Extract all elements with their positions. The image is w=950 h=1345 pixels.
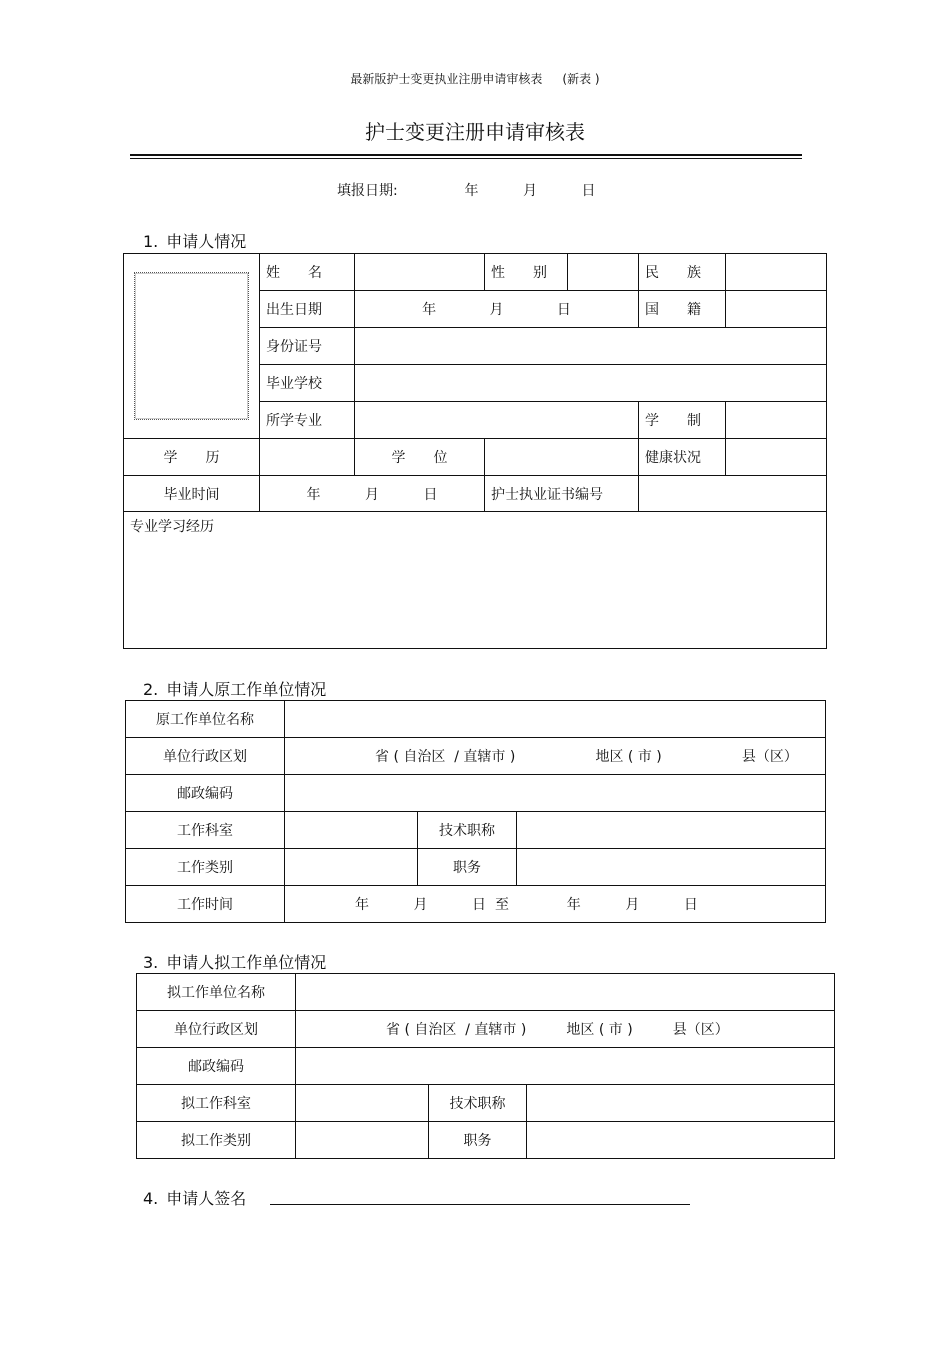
gender-label: 性 别 — [485, 254, 568, 291]
gender-field[interactable] — [568, 254, 639, 291]
document-subtitle — [0, 70, 950, 87]
orig-org-name-label: 原工作单位名称 — [126, 701, 285, 738]
ethnicity-label: 民 族 — [639, 254, 726, 291]
photo-placeholder[interactable] — [134, 272, 249, 420]
school-label: 毕业学校 — [260, 365, 355, 402]
fill-date-label: 填报日期: — [337, 183, 398, 199]
orig-division-label: 单位行政区划 — [126, 738, 285, 775]
orig-dept-field[interactable] — [285, 812, 418, 849]
fill-date-day-field[interactable]: 日 — [581, 183, 596, 199]
page-title: 护士变更注册申请审核表 — [365, 120, 585, 144]
title-rule-thin — [130, 158, 802, 159]
orig-prefecture-text: 地区 ( 市 ) — [595, 749, 662, 765]
name-label: 姓 名 — [260, 254, 355, 291]
fill-date — [337, 180, 596, 200]
study-experience-label: 专业学习经历 — [130, 519, 214, 535]
nationality-label: 国 籍 — [639, 291, 726, 328]
section1-heading: 1. 申请人情况 — [143, 232, 247, 251]
orig-division-field[interactable] — [285, 738, 826, 775]
fill-date-month-field[interactable]: 月 — [523, 183, 537, 199]
new-org-name-field[interactable] — [296, 974, 835, 1011]
orig-category-label: 工作类别 — [126, 849, 285, 886]
orig-tech-title-field[interactable] — [517, 812, 826, 849]
new-county-text: 县（区） — [672, 1022, 729, 1038]
intended-employer-table — [136, 973, 835, 1159]
new-position-label: 职务 — [429, 1122, 527, 1159]
orig-county-text: 县（区） — [741, 749, 798, 765]
orig-province-text: 省 ( 自治区 / 直辖市 ) — [375, 749, 516, 765]
major-label: 所学专业 — [260, 402, 355, 439]
license-number-field[interactable] — [639, 476, 827, 512]
nationality-field[interactable] — [726, 291, 827, 328]
major-field[interactable] — [355, 402, 639, 439]
section3-heading: 3. 申请人拟工作单位情况 — [143, 953, 327, 972]
school-field[interactable] — [355, 365, 827, 402]
degree-label: 学 位 — [355, 439, 485, 476]
orig-postcode-field[interactable] — [285, 775, 826, 812]
orig-dept-label: 工作科室 — [126, 812, 285, 849]
orig-position-field[interactable] — [517, 849, 826, 886]
original-employer-table — [125, 700, 826, 923]
new-tech-title-field[interactable] — [527, 1085, 835, 1122]
orig-postcode-label: 邮政编码 — [126, 775, 285, 812]
photo-cell[interactable] — [124, 254, 260, 439]
health-label: 健康状况 — [639, 439, 726, 476]
id-number-label: 身份证号 — [260, 328, 355, 365]
orig-category-field[interactable] — [285, 849, 418, 886]
new-prefecture-text: 地区 ( 市 ) — [566, 1022, 633, 1038]
new-division-field[interactable] — [296, 1011, 835, 1048]
new-tech-title-label: 技术职称 — [429, 1085, 527, 1122]
title-rule-thick — [130, 154, 802, 156]
id-number-field[interactable] — [355, 328, 827, 365]
new-postcode-field[interactable] — [296, 1048, 835, 1085]
new-dept-field[interactable] — [296, 1085, 429, 1122]
schooling-label: 学 制 — [639, 402, 726, 439]
new-category-field[interactable] — [296, 1122, 429, 1159]
orig-work-time-label: 工作时间 — [126, 886, 285, 923]
grad-time-label: 毕业时间 — [124, 476, 260, 512]
signature-line[interactable] — [270, 1204, 690, 1205]
section2-heading: 2. 申请人原工作单位情况 — [143, 680, 327, 699]
ethnicity-field[interactable] — [726, 254, 827, 291]
new-division-label: 单位行政区划 — [137, 1011, 296, 1048]
education-field[interactable] — [260, 439, 355, 476]
new-position-field[interactable] — [527, 1122, 835, 1159]
new-province-text: 省 ( 自治区 / 直辖市 ) — [386, 1022, 527, 1038]
license-number-label: 护士执业证书编号 — [485, 476, 639, 512]
health-field[interactable] — [726, 439, 827, 476]
new-dept-label: 拟工作科室 — [137, 1085, 296, 1122]
study-experience-field[interactable] — [124, 512, 827, 649]
name-field[interactable] — [355, 254, 485, 291]
new-category-label: 拟工作类别 — [137, 1122, 296, 1159]
birth-label: 出生日期 — [260, 291, 355, 328]
orig-org-name-field[interactable] — [285, 701, 826, 738]
top-suffix: (新表 ) — [562, 72, 600, 86]
top-title: 最新版护士变更执业注册申请审核表 — [350, 72, 543, 86]
orig-tech-title-label: 技术职称 — [418, 812, 517, 849]
birth-date-field[interactable]: 年 月 日 — [355, 291, 639, 328]
education-label: 学 历 — [124, 439, 260, 476]
orig-position-label: 职务 — [418, 849, 517, 886]
fill-date-year-field[interactable]: 年 — [464, 183, 479, 199]
new-postcode-label: 邮政编码 — [137, 1048, 296, 1085]
schooling-field[interactable] — [726, 402, 827, 439]
applicant-info-table — [123, 253, 827, 649]
new-org-name-label: 拟工作单位名称 — [137, 974, 296, 1011]
degree-field[interactable] — [485, 439, 639, 476]
orig-work-time-field[interactable]: 年 月 日 至 年 月 日 — [285, 886, 826, 923]
grad-time-field[interactable]: 年 月 日 — [260, 476, 485, 512]
section4-heading: 4. 申请人签名 — [143, 1189, 247, 1208]
